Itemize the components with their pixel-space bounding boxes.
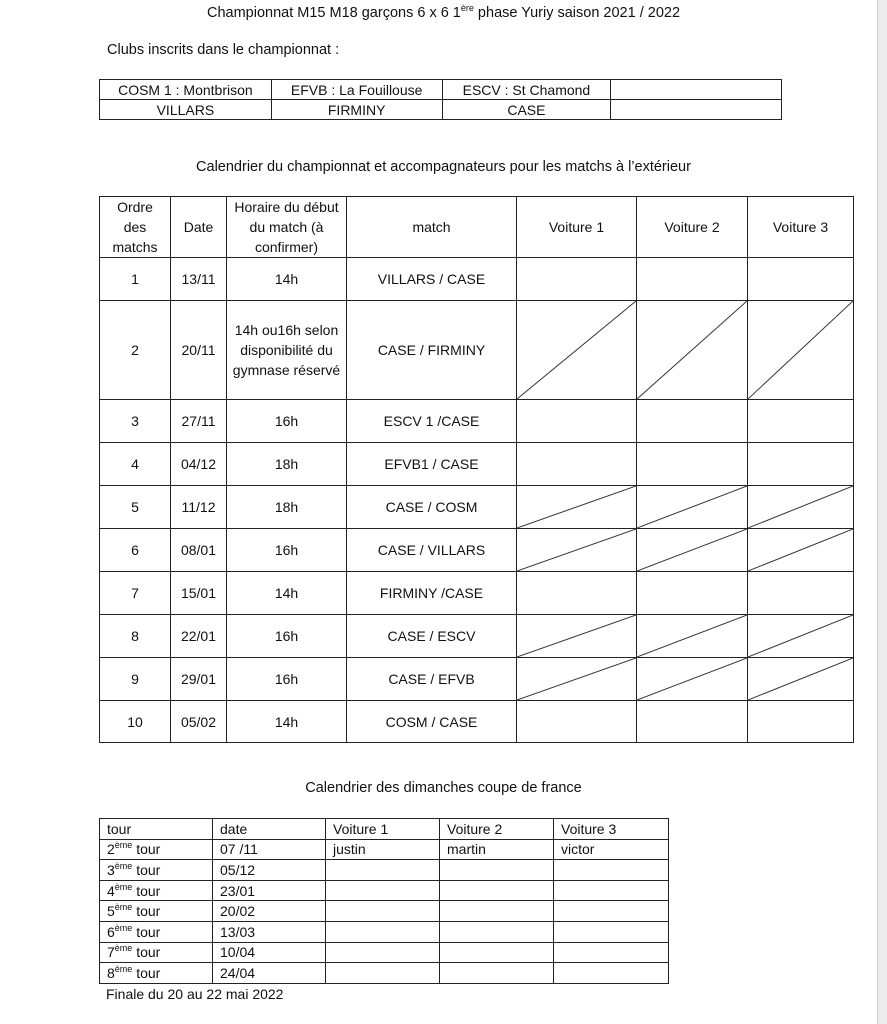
car-2-cell[interactable] — [440, 880, 554, 901]
cross-out-line — [748, 301, 853, 399]
cup-table — [99, 818, 669, 984]
tour-cell — [100, 942, 213, 963]
cup-header-row — [100, 819, 669, 840]
cup-header-tour: tour — [100, 819, 213, 840]
time-cell: 18h — [227, 486, 347, 529]
car-2-cell[interactable] — [440, 921, 554, 942]
header-date: Date — [171, 197, 227, 258]
tour-word: tour — [132, 964, 161, 981]
car-3-cell[interactable] — [554, 880, 669, 901]
date-cell: 05/02 — [171, 701, 227, 743]
time-cell: 16h — [227, 615, 347, 658]
cup-row — [100, 860, 669, 881]
car-2-cell[interactable] — [440, 963, 554, 984]
order-cell: 2 — [100, 301, 171, 400]
car-1-cell[interactable] — [326, 963, 440, 984]
cross-out-line — [517, 301, 636, 399]
club-cell: VILLARS — [100, 100, 272, 120]
tour-cell — [100, 860, 213, 881]
date-cell: 15/01 — [171, 572, 227, 615]
car-1-cell[interactable]: justin — [326, 839, 440, 860]
tour-word: tour — [132, 861, 161, 878]
car-1-cell[interactable] — [517, 443, 637, 486]
cross-out-line — [517, 529, 636, 571]
cross-out-line — [748, 658, 853, 700]
clubs-row — [100, 80, 782, 100]
car-3-cell[interactable] — [748, 486, 854, 529]
cup-header-car-1: Voiture 1 — [326, 819, 440, 840]
cup-date-cell: 10/04 — [213, 942, 326, 963]
match-cell: COSM / CASE — [347, 701, 517, 743]
order-cell: 10 — [100, 701, 171, 743]
calendar-row — [100, 486, 854, 529]
match-cell: EFVB1 / CASE — [347, 443, 517, 486]
club-cell — [611, 100, 782, 120]
calendar-row — [100, 572, 854, 615]
car-1-cell[interactable] — [517, 486, 637, 529]
tour-number: 5 — [107, 903, 115, 920]
time-cell: 16h — [227, 658, 347, 701]
tour-superscript: ème — [114, 902, 133, 913]
match-cell: CASE / VILLARS — [347, 529, 517, 572]
match-cell: ESCV 1 /CASE — [347, 400, 517, 443]
car-3-cell[interactable] — [748, 400, 854, 443]
car-1-cell[interactable] — [517, 615, 637, 658]
tour-superscript: ème — [114, 860, 133, 871]
cup-date-cell: 23/01 — [213, 880, 326, 901]
car-1-cell[interactable] — [326, 860, 440, 881]
cross-out-line — [748, 486, 853, 528]
cup-header-car-2: Voiture 2 — [440, 819, 554, 840]
calendar-row — [100, 258, 854, 301]
tour-number: 4 — [107, 882, 115, 899]
calendar-row — [100, 400, 854, 443]
time-cell: 16h — [227, 400, 347, 443]
club-cell: EFVB : La Fouillouse — [271, 80, 442, 100]
order-cell: 8 — [100, 615, 171, 658]
title-text: Championnat M15 M18 garçons 6 x 6 1 — [206, 5, 461, 21]
car-1-cell[interactable] — [517, 572, 637, 615]
order-cell: 9 — [100, 658, 171, 701]
header-time: Horaire du début du match (à confirmer) — [227, 197, 347, 258]
car-2-cell[interactable] — [637, 400, 748, 443]
car-1-cell[interactable] — [517, 301, 637, 400]
tour-cell — [100, 921, 213, 942]
clubs-heading: Clubs inscrits dans le championnat : — [107, 42, 340, 58]
match-cell: CASE / FIRMINY — [347, 301, 517, 400]
date-cell: 13/11 — [171, 258, 227, 301]
car-2-cell[interactable] — [637, 258, 748, 301]
car-3-cell[interactable]: victor — [554, 839, 669, 860]
cross-out-line — [517, 615, 636, 657]
tour-number: 7 — [107, 944, 115, 961]
car-1-cell[interactable] — [326, 901, 440, 922]
match-cell: CASE / COSM — [347, 486, 517, 529]
clubs-row — [100, 100, 782, 120]
calendar-table — [99, 196, 854, 743]
club-cell: ESCV : St Chamond — [442, 80, 611, 100]
cup-date-cell: 13/03 — [213, 921, 326, 942]
car-1-cell[interactable] — [326, 921, 440, 942]
date-cell: 04/12 — [171, 443, 227, 486]
car-3-cell[interactable] — [554, 901, 669, 922]
time-cell: 14h — [227, 572, 347, 615]
calendar-header-row — [100, 197, 854, 258]
car-3-cell[interactable] — [748, 258, 854, 301]
cup-row — [100, 921, 669, 942]
car-2-cell[interactable]: martin — [440, 839, 554, 860]
car-3-cell[interactable] — [554, 942, 669, 963]
header-car-1: Voiture 1 — [517, 197, 637, 258]
cross-out-line — [637, 486, 747, 528]
cup-date-cell: 05/12 — [213, 860, 326, 881]
cross-out-line — [637, 615, 747, 657]
car-3-cell[interactable] — [554, 963, 669, 984]
cup-row — [100, 880, 669, 901]
order-cell: 7 — [100, 572, 171, 615]
car-2-cell[interactable] — [440, 901, 554, 922]
club-cell: COSM 1 : Montbrison — [100, 80, 272, 100]
club-cell: CASE — [442, 100, 611, 120]
calendar-row — [100, 701, 854, 743]
match-cell: FIRMINY /CASE — [347, 572, 517, 615]
calendar-heading: Calendrier du championnat et accompagnateurs pour les matchs à l’extérieur — [196, 159, 691, 175]
tour-number: 3 — [107, 861, 115, 878]
car-2-cell[interactable] — [637, 572, 748, 615]
date-cell: 27/11 — [171, 400, 227, 443]
car-3-cell[interactable] — [554, 921, 669, 942]
tour-number: 2 — [107, 841, 115, 858]
car-3-cell[interactable] — [554, 860, 669, 881]
cup-heading: Calendrier des dimanches coupe de france — [305, 780, 582, 796]
time-cell: 16h — [227, 529, 347, 572]
document-title — [0, 5, 887, 21]
header-order: Ordre des matchs — [100, 197, 171, 258]
match-cell: CASE / ESCV — [347, 615, 517, 658]
car-2-cell[interactable] — [637, 443, 748, 486]
cup-date-cell: 24/04 — [213, 963, 326, 984]
car-2-cell[interactable] — [637, 658, 748, 701]
tour-word: tour — [132, 944, 161, 961]
cross-out-line — [637, 301, 747, 399]
car-2-cell[interactable] — [637, 301, 748, 400]
tour-superscript: ème — [114, 943, 133, 954]
cup-date-cell: 07 /11 — [213, 839, 326, 860]
car-1-cell[interactable] — [326, 942, 440, 963]
car-3-cell[interactable] — [748, 301, 854, 400]
order-cell: 1 — [100, 258, 171, 301]
car-1-cell[interactable] — [517, 701, 637, 743]
tour-word: tour — [132, 903, 161, 920]
cup-date-cell: 20/02 — [213, 901, 326, 922]
order-cell: 3 — [100, 400, 171, 443]
car-1-cell[interactable] — [517, 400, 637, 443]
time-cell: 14h — [227, 258, 347, 301]
car-2-cell[interactable] — [637, 529, 748, 572]
cup-row — [100, 901, 669, 922]
header-car-3: Voiture 3 — [748, 197, 854, 258]
calendar-row — [100, 443, 854, 486]
date-cell: 22/01 — [171, 615, 227, 658]
header-car-2: Voiture 2 — [637, 197, 748, 258]
tour-superscript: ème — [114, 840, 133, 851]
cup-header-car-3: Voiture 3 — [554, 819, 669, 840]
car-1-cell[interactable] — [517, 658, 637, 701]
club-cell — [611, 80, 782, 100]
header-match: match — [347, 197, 517, 258]
tour-word: tour — [132, 923, 161, 940]
finale-note: Finale du 20 au 22 mai 2022 — [106, 986, 284, 1002]
calendar-row — [100, 658, 854, 701]
cross-out-line — [517, 486, 636, 528]
car-3-cell[interactable] — [748, 443, 854, 486]
time-cell: 18h — [227, 443, 347, 486]
tour-word: tour — [132, 841, 161, 858]
car-3-cell[interactable] — [748, 658, 854, 701]
title-text-end: phase Yuriy saison 2021 / 2022 — [473, 5, 681, 21]
order-cell: 6 — [100, 529, 171, 572]
calendar-row — [100, 301, 854, 400]
date-cell: 20/11 — [171, 301, 227, 400]
order-cell: 4 — [100, 443, 171, 486]
car-2-cell[interactable] — [440, 860, 554, 881]
tour-cell — [100, 839, 213, 860]
car-2-cell[interactable] — [637, 701, 748, 743]
calendar-row — [100, 615, 854, 658]
time-cell: 14h ou16h selon disponibilité du gymnase réservé — [227, 301, 347, 400]
time-cell: 14h — [227, 701, 347, 743]
tour-word: tour — [132, 882, 161, 899]
match-cell: VILLARS / CASE — [347, 258, 517, 301]
tour-number: 6 — [107, 923, 115, 940]
tour-superscript: ème — [114, 881, 133, 892]
car-3-cell[interactable] — [748, 572, 854, 615]
date-cell: 29/01 — [171, 658, 227, 701]
date-cell: 11/12 — [171, 486, 227, 529]
car-3-cell[interactable] — [748, 529, 854, 572]
car-1-cell[interactable] — [517, 529, 637, 572]
car-3-cell[interactable] — [748, 615, 854, 658]
tour-cell — [100, 880, 213, 901]
tour-superscript: ème — [114, 922, 133, 933]
cross-out-line — [748, 529, 853, 571]
car-2-cell[interactable] — [440, 942, 554, 963]
car-1-cell[interactable] — [517, 258, 637, 301]
calendar-row — [100, 529, 854, 572]
cup-header-date: date — [213, 819, 326, 840]
club-cell: FIRMINY — [271, 100, 442, 120]
cup-row — [100, 942, 669, 963]
car-2-cell[interactable] — [637, 486, 748, 529]
title-superscript: ère — [460, 3, 474, 13]
car-3-cell[interactable] — [748, 701, 854, 743]
car-2-cell[interactable] — [637, 615, 748, 658]
tour-cell — [100, 901, 213, 922]
tour-cell — [100, 963, 213, 984]
clubs-table — [99, 79, 782, 120]
cup-row — [100, 839, 669, 860]
tour-superscript: ème — [114, 963, 133, 974]
cross-out-line — [748, 615, 853, 657]
order-cell: 5 — [100, 486, 171, 529]
date-cell: 08/01 — [171, 529, 227, 572]
tour-number: 8 — [107, 964, 115, 981]
cross-out-line — [637, 658, 747, 700]
cross-out-line — [637, 529, 747, 571]
cup-row — [100, 963, 669, 984]
match-cell: CASE / EFVB — [347, 658, 517, 701]
cross-out-line — [517, 658, 636, 700]
car-1-cell[interactable] — [326, 880, 440, 901]
